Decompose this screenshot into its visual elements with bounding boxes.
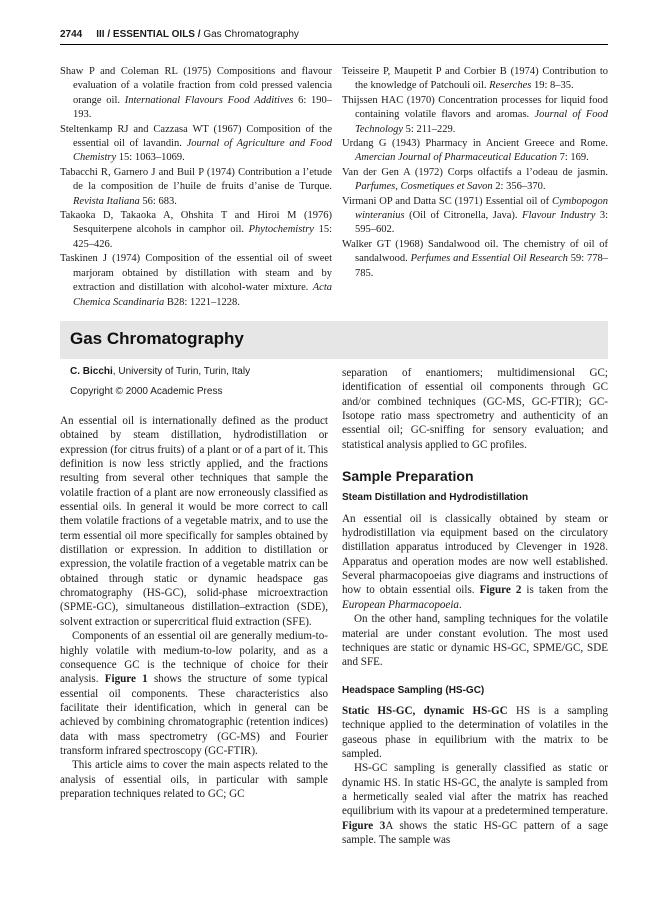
paragraph-definition: An essential oil is internationally defined as the product obtained by steam distillation, hydrodistillation or expression (for citrus fruits) of a plant or of a part of it. This definition is now less strictly applied, and the fractions resulting from several other techniques that sample the volatile fraction of a plant are now erroneously classified as essential oils. In general it would be more correct to call them volatile fractions of a vegetable matrix, and to use the term essential oil more specifically for samples obtained by distillation or expression. In addition to distillation or expression, the volatile fraction of a vegetable matrix can be obtained through static or dynamic headspace gas chromatography (HS-GC), solid-phase microextraction (SPME-GC), simultaneous distillation–extraction (SDE), solvent extraction or supercritical fluid extraction (SFE). bbox=[60, 415, 328, 628]
running-header bbox=[60, 29, 608, 40]
author-name: C. Bicchi bbox=[70, 366, 113, 377]
reference-item: Thijssen HAC (1970) Concentration processes for liquid food containing volatile flavors and aromas. Journal of Food Technology 5: 211–229. bbox=[342, 94, 608, 135]
reference-item: Teisseire P, Maupetit P and Corbier B (1974) Contribution to the knowledge of Patchouli oil. Reserches 19: 8–35. bbox=[342, 66, 608, 92]
paragraph-hs-definition: Static HS-GC, dynamic HS-GC HS is a sampling technique applied to the determination of volatiles in the gaseous phase in equilibrium with the matrix to be sampled. bbox=[342, 704, 608, 760]
reference-item: Takaoka D, Takaoka A, Ohshita T and Hiroi M (1976) Sesquiterpene alcohols in camphor oil. Phytochemistry 15: 425–426. bbox=[60, 210, 332, 250]
article-title: Gas Chromatography bbox=[70, 329, 244, 348]
page-number: 2744 bbox=[60, 29, 83, 40]
copyright-line: Copyright © 2000 Academic Press bbox=[70, 386, 223, 397]
heading-steam-distillation: Steam Distillation and Hydrodistillation bbox=[342, 492, 529, 504]
reference-item: Virmani OP and Datta SC (1971) Essential oil of Cymbopogon winteranius (Oil of Citronella, Java). Flavour Industry 3: 595–602. bbox=[342, 195, 609, 236]
paragraph-sampling-techniques: On the other hand, sampling techniques for the volatile material are under constant evolution. The most used techniques are static or dynamic HS-GC, SPME/GC, SDE and SFE. bbox=[342, 613, 608, 669]
header-subsection: Gas Chromatography bbox=[203, 29, 299, 40]
reference-item: Walker GT (1968) Sandalwood oil. The chemistry of oil of sandalwood. Perfumes and Essential Oil Research 59: 778–785. bbox=[342, 238, 608, 279]
figure-2-reference: Figure 2 bbox=[479, 584, 522, 597]
paragraph-topics: separation of enantiomers; multidimensional GC; identification of essential oil components through GC and/or combined techniques (GC-MS, GC-FTIR); GC-Isotope ratio mass spectrometry and authenticity of an essential oil; GC-sniffing for sensory evaluation; and statistical analysis applied to GC profiles. bbox=[342, 367, 608, 451]
reference-item: Tabacchi R, Garnero J and Buil P (1974) Contribution a l’etude de la composition de l’huile de fruits d’anise de Turque. Revista Italiana 56: 683. bbox=[60, 166, 332, 207]
paragraph-clevenger: An essential oil is classically obtained by steam or hydrodistillation via equipment based on the circulatory distillation apparatus introduced by Clevenger in 1928. Apparatus and operation modes are now well established. Several pharmacopoeias give diagrams and instructions of how to obtain essential oils. Figure 2 is taken from the European Pharmacopoeia. bbox=[342, 512, 608, 611]
author-affiliation: , University of Turin, Turin, Italy bbox=[112, 366, 251, 377]
reference-item: Steltenkamp RJ and Cazzasa WT (1967) Composition of the essential oil of lavandin. Journal of Agriculture and Food Chemistry 15: 1063–1069. bbox=[60, 123, 332, 164]
heading-headspace-sampling: Headspace Sampling (HS-GC) bbox=[342, 684, 485, 696]
heading-sample-preparation: Sample Preparation bbox=[342, 468, 474, 485]
paragraph-components: Components of an essential oil are generally medium-to-highly volatile with medium-to-low polarity, and as a consequence GC is the technique of choice for their analysis. Figure 1 shows the structure of some typical essential oil components. These characteristics also facilitate their identification, which in general can be achieved by combining chromatographic (retention indices) data with mass spectrometry (GC-MS) and Fourier transform infrared spectroscopy (GC-FTIR). bbox=[60, 630, 328, 757]
paragraph-static-hs: HS-GC sampling is generally classified as static or dynamic HS. In static HS-GC, the analyte is sampled from a hermetically sealed vial after the matrix has reached equilibrium with its vapour at a predetermined temperature. Figure 3A shows the static HS-GC pattern of a sage sample. The sample was bbox=[342, 762, 608, 846]
header-rule bbox=[60, 44, 608, 45]
body-left-column bbox=[60, 414, 328, 801]
references-left-column bbox=[60, 65, 332, 310]
author-line bbox=[70, 366, 250, 377]
paragraph-aims: This article aims to cover the main aspects related to the analysis of essential oils, in particular with sample preparation techniques related to GC; GC bbox=[60, 759, 328, 800]
reference-item: Van der Gen A (1972) Corps olfactifs a l’odeau de jasmin. Parfumes, Cosmetiques et Savon 2: 356–370. bbox=[342, 166, 608, 193]
runin-heading: Static HS-GC, dynamic HS-GC bbox=[342, 704, 508, 717]
references-right-column bbox=[342, 65, 608, 281]
reference-item: Shaw P and Coleman RL (1975) Compositions and flavour evaluation of a volatile fraction from cold pressed valencia orange oil. International Flavours Food Additives 6: 190–193. bbox=[60, 66, 333, 121]
reference-item: Urdang G (1943) Pharmacy in Ancient Greece and Rome. Amercian Journal of Pharmaceutical Education 7: 169. bbox=[342, 138, 608, 164]
body-right-column bbox=[342, 366, 608, 847]
figure-3-reference: Figure 3 bbox=[342, 819, 386, 832]
article-title-box bbox=[60, 321, 608, 359]
figure-1-reference: Figure 1 bbox=[104, 673, 148, 686]
header-section: III / ESSENTIAL OILS / bbox=[96, 29, 204, 40]
reference-item: Taskinen J (1974) Composition of the essential oil of sweet marjoram obtained by distillation with steam and by extraction and distillation with alcohol-water mixture. Acta Chemica Scandinaria B28: 1221–1228. bbox=[60, 253, 332, 308]
